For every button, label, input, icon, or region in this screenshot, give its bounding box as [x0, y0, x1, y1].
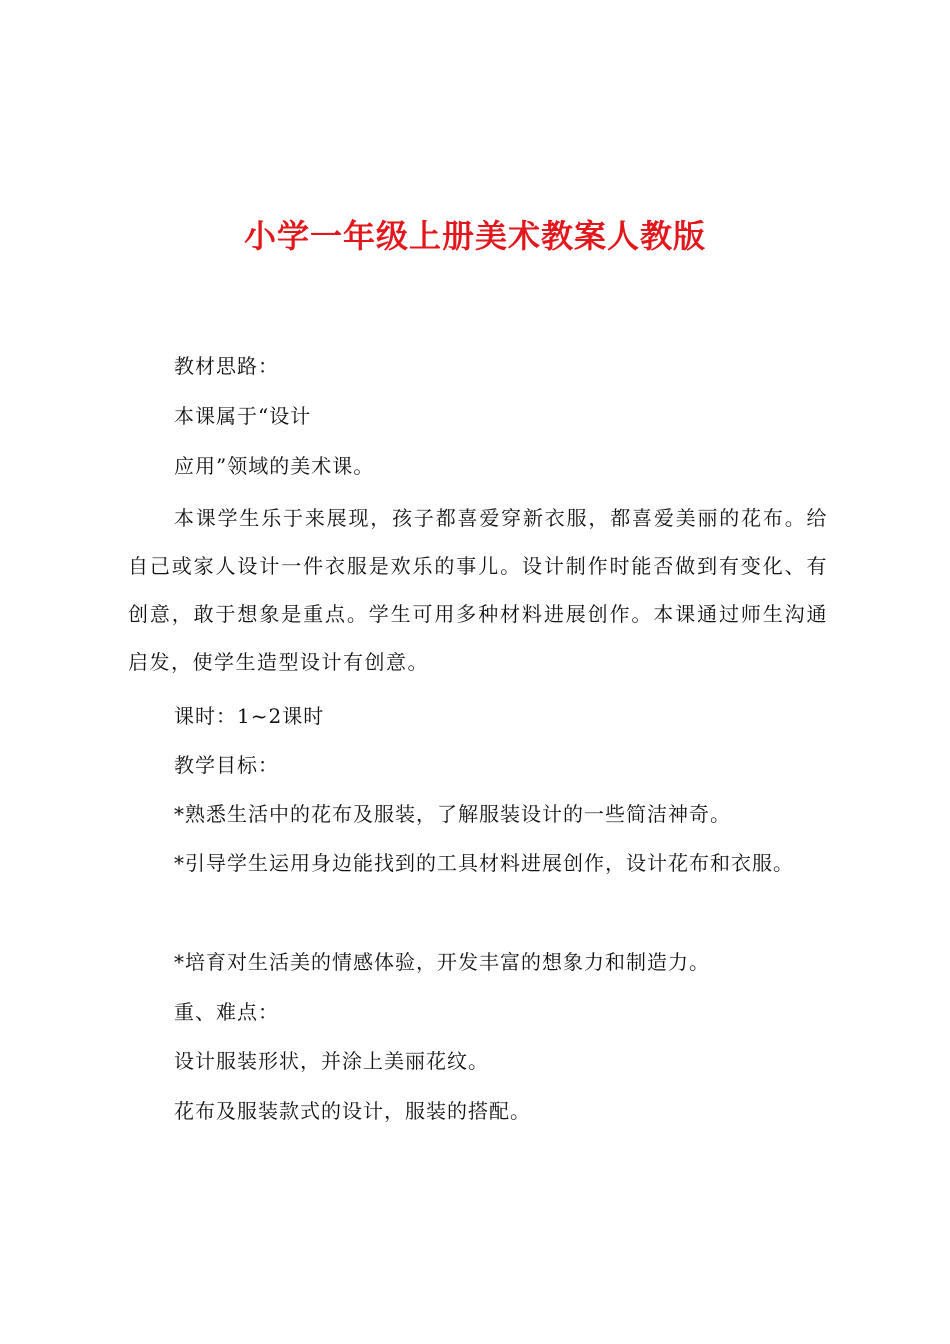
document-title: 小学一年级上册美术教案人教版	[243, 217, 706, 255]
section-heading-key-points: 重、难点：	[174, 1000, 279, 1024]
class-hours: 课时：1~2课时	[174, 704, 325, 728]
goal-item: *熟悉生活中的花布及服装，了解服装设计的一些简洁神奇。	[174, 802, 731, 826]
key-point-item: 设计服装形状，并涂上美丽花纹。	[174, 1049, 489, 1073]
goal-item: *培育对生活美的情感体验，开发丰富的想象力和制造力。	[174, 950, 710, 974]
text-line: 应用”领域的美术课。	[174, 454, 375, 478]
section-heading-goals: 教学目标：	[174, 753, 279, 777]
key-point-item: 花布及服装款式的设计，服装的搭配。	[174, 1099, 531, 1123]
goal-item: *引导学生运用身边能找到的工具材料进展创作，设计花布和衣服。	[174, 851, 794, 875]
text-line: 本课属于“设计	[174, 404, 312, 428]
section-heading-materials: 教材思路：	[174, 354, 279, 378]
body-paragraph: 本课学生乐于来展现，孩子都喜爱穿新衣服，都喜爱美丽的花布。给自己或家人设计一件衣服是欢乐的事儿。设计制作时能否做到有变化、有创意，敢于想象是重点。学生可用多种材料进展创作。本课通过师生沟通启发，使学生造型设计有创意。	[128, 506, 828, 674]
